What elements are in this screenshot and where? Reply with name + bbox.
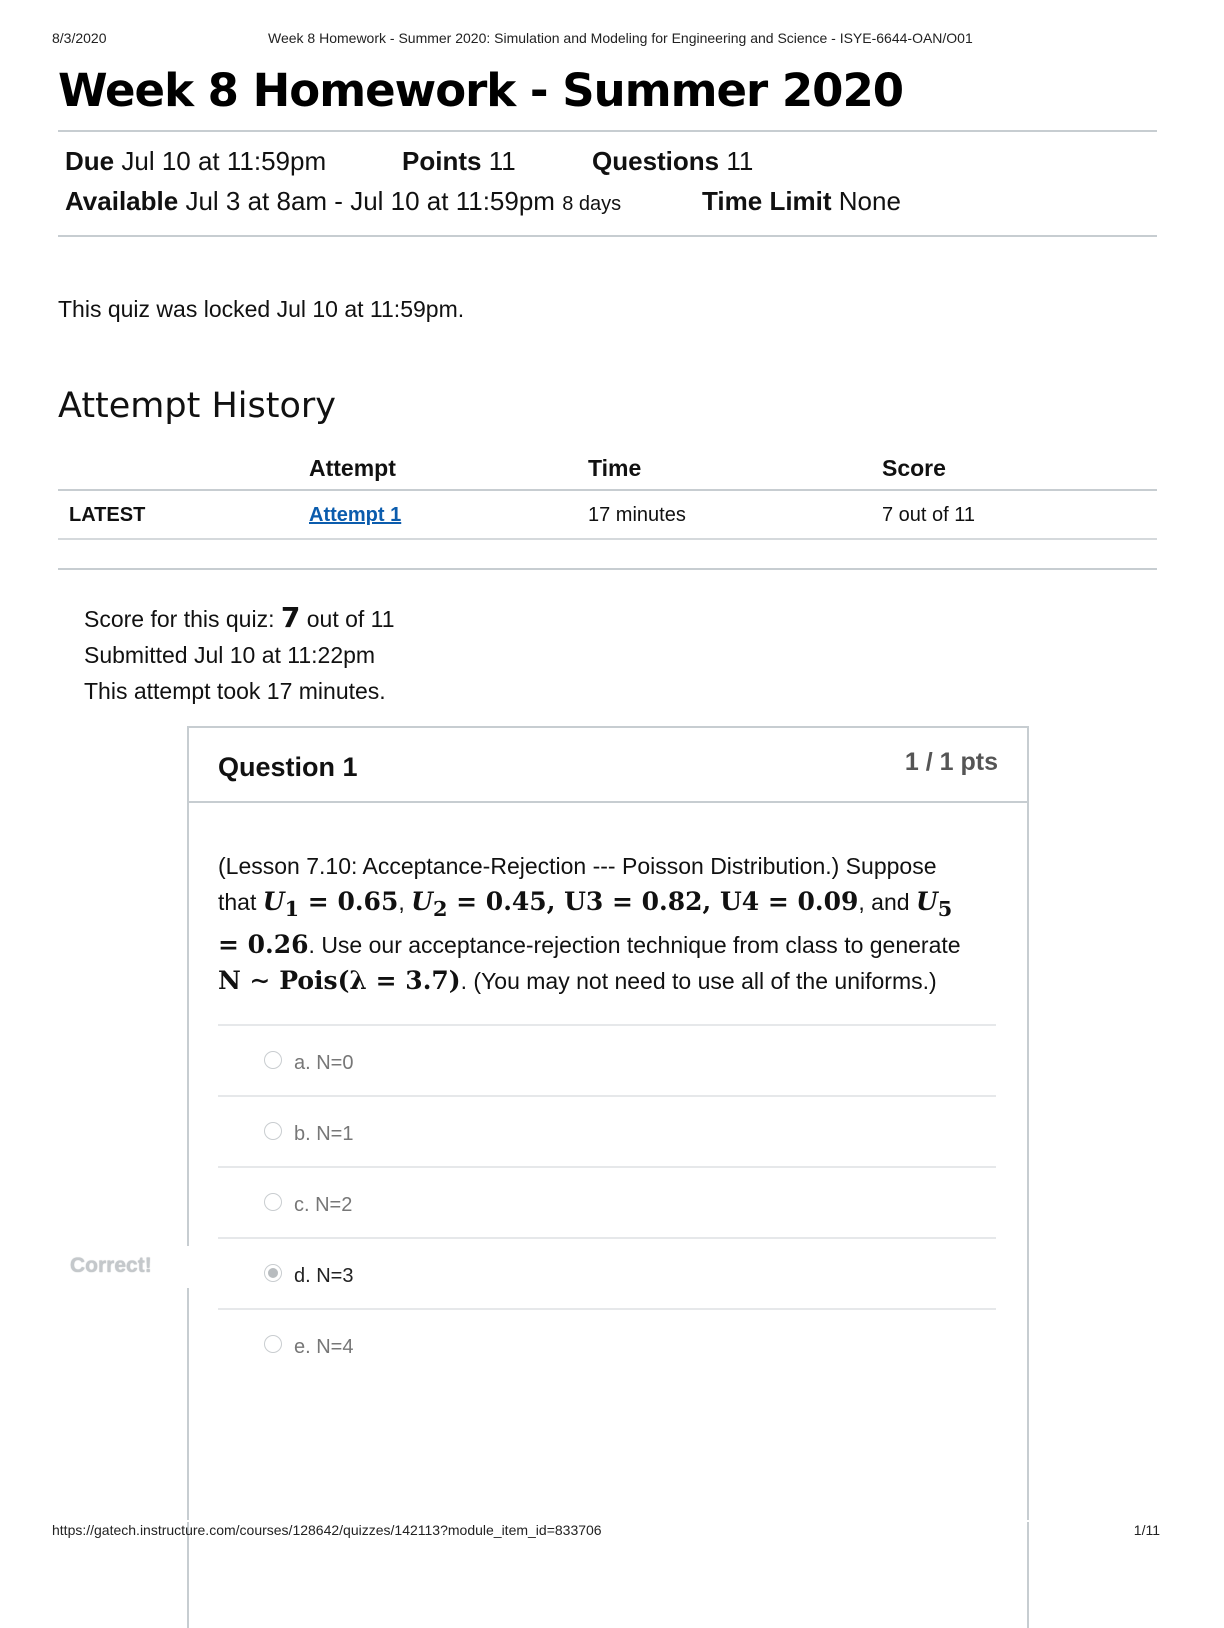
answer-list — [218, 1024, 996, 1379]
page-number: 1/11 — [1133, 1522, 1160, 1538]
available-label: Available — [65, 186, 179, 216]
time-limit-label: Time Limit — [702, 186, 832, 216]
question-text-intro: (Lesson 7.10: Acceptance-Rejection --- Poisson Distribution.) Suppose that — [218, 853, 937, 915]
time-limit-value: None — [838, 186, 901, 216]
time-limit-detail — [702, 186, 901, 217]
question-header — [189, 728, 1027, 803]
correct-answer-flag — [58, 1246, 190, 1288]
answer-option-c[interactable] — [218, 1166, 996, 1237]
answer-label: c. N=2 — [294, 1194, 353, 1216]
attempt-history-table — [58, 446, 1157, 540]
column-header-score: Score — [882, 455, 946, 481]
score-line — [84, 600, 395, 637]
page-title: Week 8 Homework - Summer 2020 — [58, 64, 904, 117]
question-text-and: , and — [858, 889, 916, 915]
locked-note: This quiz was locked Jul 10 at 11:59pm. — [58, 296, 465, 322]
math-u5-value: = 0.26 — [218, 930, 309, 959]
questions-value: 11 — [726, 146, 754, 176]
due-detail — [65, 146, 326, 177]
print-date: 8/3/2020 — [52, 30, 107, 46]
attempt-score: 7 out of 11 — [882, 504, 976, 526]
available-value: Jul 3 at 8am - Jul 10 at 11:59pm — [185, 186, 555, 216]
table-header-row — [58, 446, 1157, 491]
score-suffix: out of 11 — [300, 606, 395, 632]
score-value: 7 — [280, 601, 301, 634]
questions-detail — [592, 146, 753, 177]
points-label: Points — [402, 146, 482, 176]
column-header-attempt: Attempt — [309, 455, 396, 481]
latest-label: LATEST — [69, 504, 146, 526]
question-text: (Lesson 7.10: Acceptance-Rejection --- Poisson Distribution.) Suppose that $U_1 = 0.65$, $U_2 = 0.45$, U3 = 0.82, U4 = 0.09, and $U_5 = 0.26$. Use our acceptance-rejection technique from class to generate N ∼ Pois(λ = 3.7). (You may not need to use all of the uniforms.) — [218, 853, 961, 995]
divider — [58, 235, 1157, 237]
correct-label: Correct! — [70, 1254, 152, 1277]
score-summary — [84, 600, 395, 709]
question-text-mid: . Use our acceptance-rejection technique from class to generate — [308, 932, 961, 958]
print-document-title: Week 8 Homework - Summer 2020: Simulation and Modeling for Engineering and Science - ISYE-6644-OAN/O01 — [268, 30, 973, 46]
question-text-end: . (You may not need to use all of the uniforms.) — [460, 968, 937, 994]
answer-option-a[interactable] — [218, 1024, 996, 1095]
due-label: Due — [65, 146, 115, 176]
due-value: Jul 10 at 11:59pm — [121, 146, 327, 176]
print-url: https://gatech.instructure.com/courses/128642/quizzes/142113?module_item_id=833706 — [52, 1522, 602, 1538]
question-points: 1 / 1 pts — [904, 748, 998, 776]
radio-button[interactable] — [264, 1051, 282, 1069]
radio-button[interactable] — [264, 1122, 282, 1140]
score-prefix: Score for this quiz: — [84, 606, 281, 632]
table-row — [58, 491, 1157, 540]
print-footer — [52, 1520, 1160, 1538]
answer-option-d[interactable] — [218, 1237, 996, 1308]
answer-option-e[interactable] — [218, 1308, 996, 1379]
attempt-link[interactable]: Attempt 1 — [309, 504, 402, 526]
math-u1-value: = 0.65 — [307, 887, 399, 916]
print-header — [52, 30, 1164, 50]
available-detail — [65, 186, 621, 217]
points-detail — [402, 146, 516, 177]
questions-label: Questions — [592, 146, 720, 176]
question-card — [187, 726, 1029, 1628]
divider — [58, 568, 1157, 570]
radio-button[interactable] — [264, 1193, 282, 1211]
points-value: 11 — [488, 146, 516, 176]
radio-button[interactable] — [264, 1335, 282, 1353]
math-u2-u4-value: = 0.45, U3 = 0.82, U4 = 0.09 — [456, 887, 859, 916]
question-title: Question 1 — [218, 752, 358, 782]
math-u2-u4: $U_2 = 0.45$, U3 = 0.82, U4 = 0.09 — [411, 887, 859, 921]
attempt-history-heading: Attempt History — [58, 386, 336, 426]
available-duration: 8 days — [562, 193, 622, 215]
submitted-time: Submitted Jul 10 at 11:22pm — [84, 642, 376, 668]
divider — [58, 130, 1157, 132]
math-u1: $U_1 = 0.65$ — [262, 887, 399, 921]
attempt-time: 17 minutes — [588, 504, 686, 526]
radio-button-selected[interactable] — [264, 1264, 282, 1282]
attempt-duration: This attempt took 17 minutes. — [84, 678, 386, 704]
answer-label: b. N=1 — [294, 1123, 354, 1145]
column-header-time: Time — [588, 455, 642, 481]
answer-label: e. N=4 — [294, 1336, 354, 1358]
answer-label: d. N=3 — [294, 1265, 354, 1287]
math-u5: $U_5 = 0.26$ — [218, 887, 953, 959]
math-n: N ∼ Pois(λ = 3.7) — [218, 966, 461, 995]
answer-option-b[interactable] — [218, 1095, 996, 1166]
answer-label: a. N=0 — [294, 1052, 354, 1074]
